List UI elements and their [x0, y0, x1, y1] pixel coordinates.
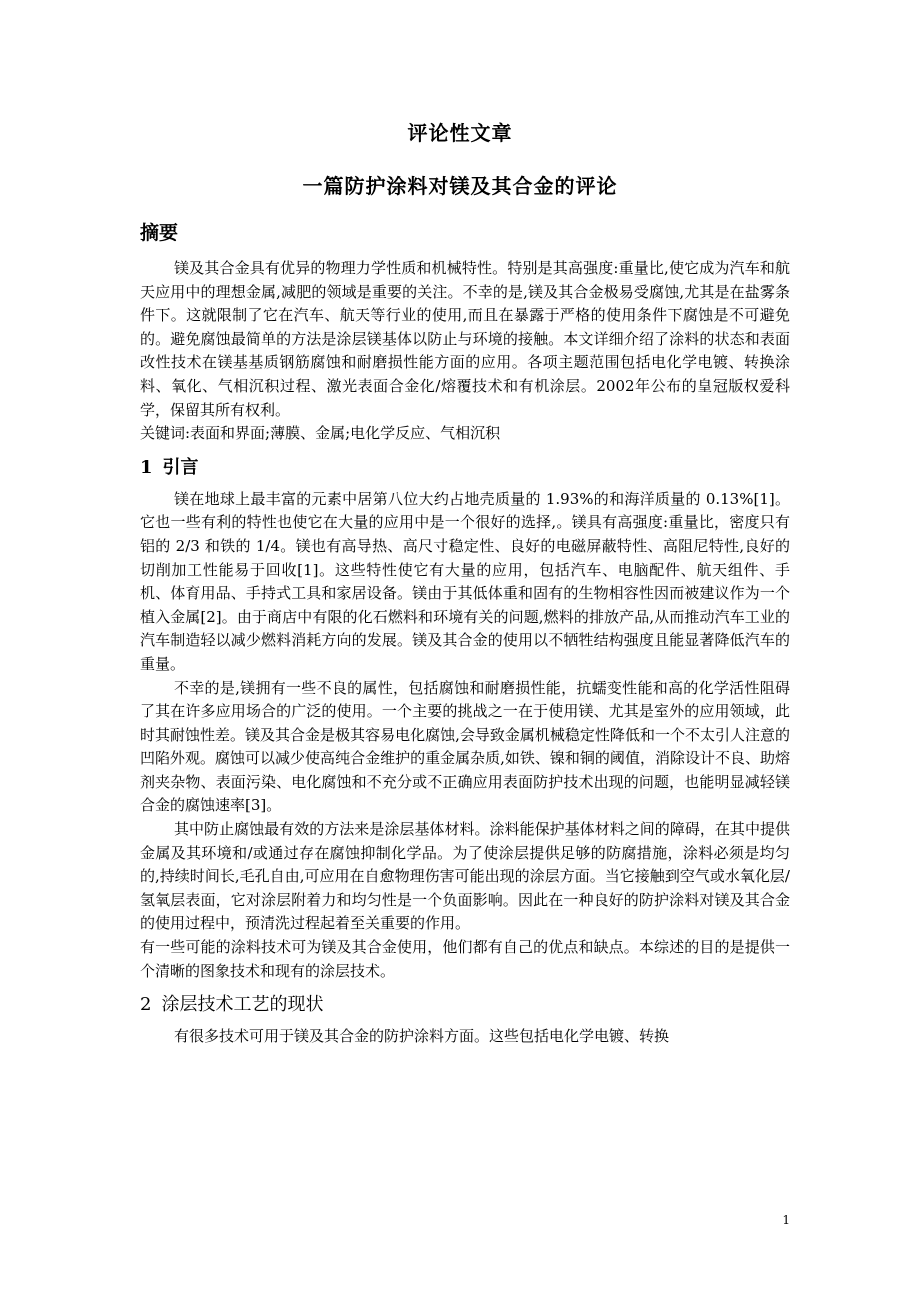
section-2-paragraph-1: 有很多技术可用于镁及其合金的防护涂料方面。这些包括电化学电镀、转换	[174, 1027, 670, 1046]
section-2-heading	[140, 991, 790, 1019]
document-category-title: 评论性文章	[407, 121, 513, 145]
page-number: 1	[782, 1213, 790, 1227]
section-1-paragraph-1: 镁在地球上最丰富的元素中居第八位大约占地壳质量的 1.93%的和海洋质量的 0.13%[1]。它也一些有利的特性也使它在大量的应用中是一个很好的选择,。镁具有高强度:重量比，密度只有铝的 2/3 和铁的 1/4。镁也有高导热、高尺寸稳定性、良好的电磁屏蔽特性、高阻尼特性,良好的切削加工性能易于回收[1]。这些特性使它有大量的应用，包括汽车、电脑配件、航天组件、手机、体育用品、手持式工具和家居设备。镁由于其低体重和固有的生物相容性因而被建议作为一个植入金属[2]。由于商店中有限的化石燃料和环境有关的问题,燃料的排放产品,从而推动汽车工业的汽车制造轻以减少燃料消耗方向的发展。镁及其合金的使用以不牺牲结构强度且能显著降低汽车的重量。	[140, 489, 790, 673]
section-1-title: 引言	[162, 456, 199, 478]
section-1-heading	[140, 454, 790, 482]
abstract-paragraph: 镁及其合金具有优异的物理力学性质和机械特性。特别是其高强度:重量比,使它成为汽车和航天应用中的理想金属,减肥的领域是重要的关注。不幸的是,镁及其合金极易受腐蚀,尤其是在盐雾条件下。这就限制了它在汽车、航天等行业的使用,而且在暴露于严格的使用条件下腐蚀是不可避免的。避免腐蚀最简单的方法是涂层镁基体以防止与环境的接触。本文详细介绍了涂料的状态和表面改性技术在镁基基质钢筋腐蚀和耐磨损性能方面的应用。各项主题范围包括电化学电镀、转换涂料、氧化、气相沉积过程、激光表面合金化/熔覆技术和有机涂层。2002年公布的皇冠版权爱科学，保留其所有权利。	[140, 259, 790, 419]
section-1-number: 1	[140, 456, 153, 478]
section-1-paragraph-2: 不幸的是,镁拥有一些不良的属性，包括腐蚀和耐磨损性能，抗蠕变性能和高的化学活性阻碍了其在许多应用场合的广泛的使用。一个主要的挑战之一在于使用镁、尤其是室外的应用领域，此时其耐蚀性差。镁及其合金是极其容易电化腐蚀,会导致金属机械稳定性降低和一个不太引人注意的凹陷外观。腐蚀可以减少使高纯合金维护的重金属杂质,如铁、镍和铜的阈值，消除设计不良、助熔剂夹杂物、表面污染、电化腐蚀和不充分或不正确应用表面防护技术出现的问题，也能明显减轻镁合金的腐蚀速率[3]。	[140, 678, 790, 815]
section-1-paragraph-3: 其中防止腐蚀最有效的方法来是涂层基体材料。涂料能保护基体材料之间的障碍，在其中提供金属及其环境和/或通过存在腐蚀抑制化学品。为了使涂层提供足够的防腐措施，涂料必须是均匀的,持续时间长,毛孔自由,可应用在自愈物理伤害可能出现的涂层方面。当它接触到空气或水氧化层/氢氧层表面，它对涂层附着力和均匀性是一个负面影响。因此在一种良好的防护涂料对镁及其合金的使用过程中，预清洗过程起着至关重要的作用。	[140, 820, 790, 933]
section-1-paragraph-4: 有一些可能的涂料技术可为镁及其合金使用，他们都有自己的优点和缺点。本综述的目的是提供一个清晰的图象技术和现有的涂层技术。	[140, 938, 790, 980]
abstract-heading: 摘要	[140, 222, 179, 244]
document-main-title: 一篇防护涂料对镁及其合金的评论	[302, 174, 618, 198]
section-2-title: 涂层技术工艺的现状	[161, 994, 324, 1016]
keywords-line: 关键词:表面和界面;薄膜、金属;电化学反应、气相沉积	[140, 424, 501, 443]
document-body	[140, 257, 790, 1049]
section-2-number: 2	[140, 994, 152, 1016]
